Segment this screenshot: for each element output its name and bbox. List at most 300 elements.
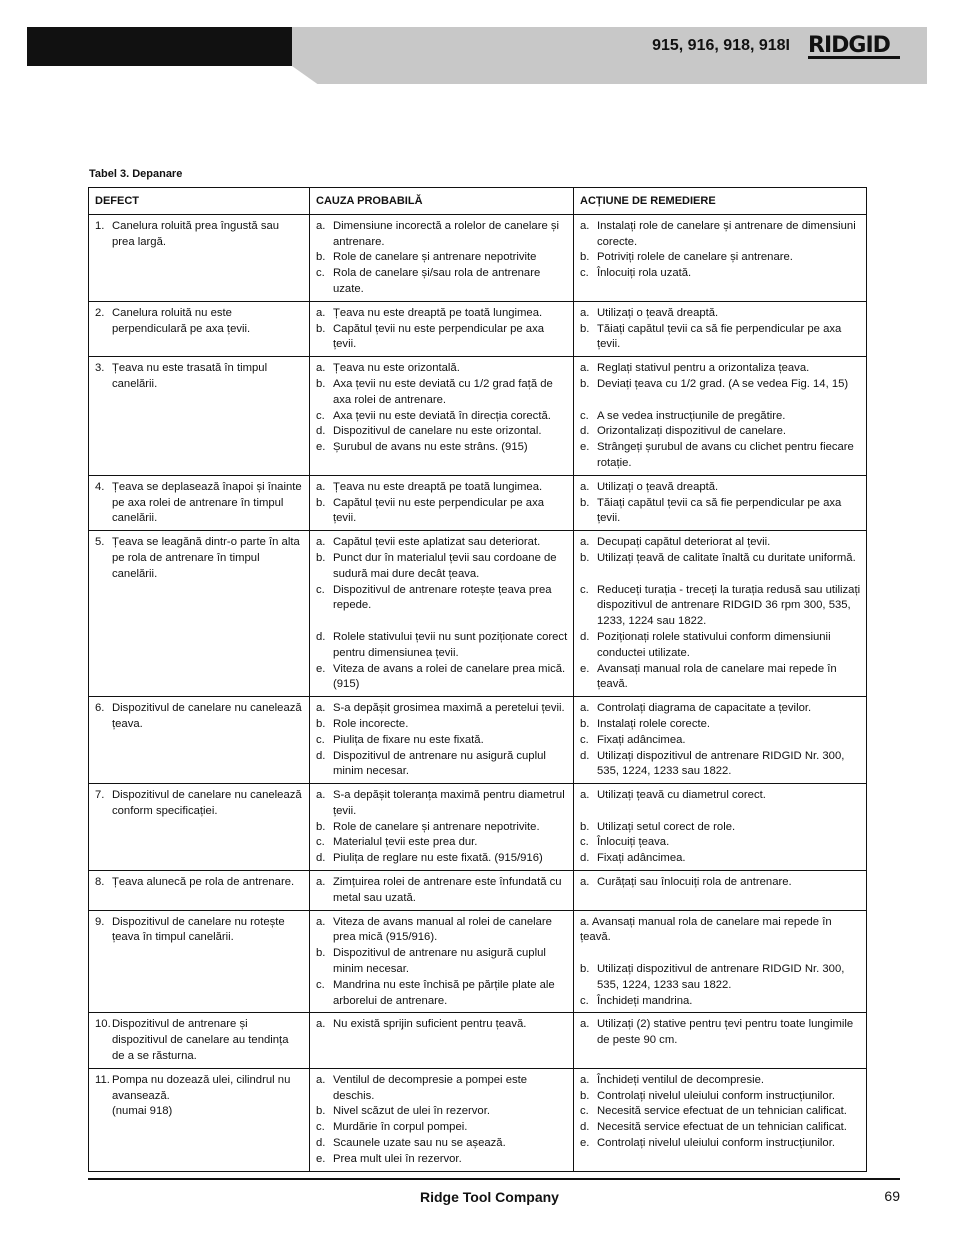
item-letter: d. — [580, 852, 590, 865]
list-item — [580, 306, 861, 322]
table-row — [89, 697, 867, 784]
item-letter: b. — [316, 947, 326, 960]
list-item — [316, 1120, 568, 1136]
item-letter: d. — [316, 749, 326, 762]
item-text: Prea mult ulei în rezervor. — [333, 1152, 462, 1165]
cause-cell — [310, 784, 574, 871]
item-letter: c. — [316, 978, 325, 991]
item-letter: a. — [316, 480, 326, 493]
item-text: Dispozitivul de antrenare rotește țeava prea repede. — [333, 583, 552, 612]
defect-item — [95, 535, 304, 582]
list-item — [580, 250, 861, 266]
item-text: Utilizați dispozitivul de antrenare RIDGID Nr. 300, 535, 1224, 1233 sau 1822. — [597, 963, 845, 991]
action-cell — [574, 475, 867, 530]
item-text: Reglați stativul pentru a orizontaliza țeava. — [597, 362, 810, 375]
action-cell — [574, 784, 867, 871]
defect-text — [112, 701, 304, 733]
defect-text — [112, 875, 304, 891]
item-letter: e. — [316, 1152, 326, 1165]
item-text: Utilizați țeavă cu diametrul corect. — [597, 789, 766, 802]
defect-text — [112, 788, 304, 820]
item-text: Țeava nu este dreaptă pe toată lungimea. — [333, 480, 543, 493]
item-text: Strângeți șurubul de avans cu clichet pentru fiecare rotație. — [597, 441, 854, 469]
item-letter: b. — [580, 551, 590, 564]
list-item — [316, 788, 568, 820]
item-letter: a. — [316, 362, 326, 375]
defect-item — [95, 875, 304, 891]
list-item — [316, 1073, 568, 1105]
item-letter: a. — [580, 789, 590, 802]
item-letter: c. — [316, 1121, 325, 1134]
item-text: S-a depășit toleranța maximă pentru diametrul țevii. — [333, 789, 565, 817]
cause-cell — [310, 357, 574, 476]
item-text: Rolele stativului țevii nu sunt poziționate corect pentru dimensiunea țevii. — [333, 630, 568, 659]
defect-cell — [89, 871, 310, 911]
defect-text — [112, 361, 304, 393]
list-item — [580, 1120, 861, 1136]
list-item — [316, 250, 568, 266]
list-item — [580, 1073, 861, 1089]
defect-number: 5. — [95, 536, 105, 549]
header-black-bar — [27, 27, 292, 66]
list-item — [580, 717, 861, 733]
item-letter: a. — [580, 536, 590, 549]
list-item — [316, 662, 568, 694]
item-text: Capătul țevii nu este perpendicular pe axa țevii. — [333, 322, 545, 351]
list-item — [316, 733, 568, 749]
defect-description: Țeava se leagănă dintr-o parte în alta pe rola de antrenare în timpul canelării. — [112, 536, 300, 580]
item-letter: b. — [580, 496, 590, 509]
item-text: Deviați țeava cu 1/2 grad. (A se vedea Fig. 14, 15) — [597, 377, 849, 390]
defect-cell — [89, 214, 310, 301]
defect-description: Țeava se deplasează înapoi și înainte pe axa rolei de antrenare în timpul canelării. — [112, 480, 302, 525]
cause-cell — [310, 475, 574, 530]
item-letter: e. — [580, 1137, 590, 1150]
defect-number: 9. — [95, 915, 105, 928]
list-item — [316, 219, 568, 251]
item-letter: a. — [580, 362, 590, 375]
column-header-action: ACȚIUNE DE REMEDIERE — [574, 188, 867, 215]
list-item — [316, 583, 568, 615]
defect-cell — [89, 1068, 310, 1171]
item-text: Materialul țevii este prea dur. — [333, 836, 478, 849]
item-letter: d. — [580, 749, 590, 762]
item-letter: e. — [316, 441, 326, 454]
item-text: Nu există sprijin suficient pentru țeavă. — [333, 1018, 527, 1031]
item-text: Ventilul de decompresie a pompei este deschis. — [333, 1073, 528, 1102]
defect-number: 1. — [95, 219, 105, 232]
item-letter: a. — [580, 1073, 590, 1086]
list-item — [316, 1152, 568, 1168]
defect-description: Canelura roluită prea îngustă sau prea largă. — [112, 219, 280, 248]
table-row — [89, 214, 867, 301]
list-item — [316, 266, 568, 298]
list-item — [316, 915, 568, 947]
item-letter: c. — [580, 583, 589, 596]
list-item — [316, 361, 568, 377]
list-item — [316, 946, 568, 978]
defect-item — [95, 1017, 304, 1064]
defect-description: Canelura roluită nu este perpendiculară pe axa țevii. — [112, 306, 251, 335]
item-text: A se vedea instrucțiunile de pregătire. — [597, 409, 786, 422]
defect-description: Țeava nu este trasată în timpul canelării. — [112, 362, 268, 390]
defect-item — [95, 306, 304, 338]
item-text: Tăiați capătul țevii ca să fie perpendicular pe axa țevii. — [597, 496, 842, 525]
defect-text — [112, 219, 304, 251]
defect-number: 6. — [95, 702, 105, 715]
footer-rule — [88, 1178, 900, 1180]
item-letter: a. — [580, 480, 590, 493]
defect-number: 2. — [95, 306, 105, 319]
defect-description: Dispozitivul de canelare nu rotește țeava în timpul canelării. — [112, 915, 285, 944]
cause-cell — [310, 531, 574, 697]
list-item — [316, 1136, 568, 1152]
item-letter: d. — [316, 852, 326, 865]
item-text: Țeava nu este orizontală. — [333, 362, 460, 375]
item-letter: a. — [316, 1073, 326, 1086]
item-letter: c. — [580, 836, 589, 849]
item-text: Murdărie în corpul pompei. — [333, 1121, 468, 1134]
item-text: Utilizați (2) stative pentru țevi pentru toate lungimile de peste 90 cm. — [597, 1018, 854, 1047]
item-letter: b. — [316, 377, 326, 390]
defect-cell — [89, 784, 310, 871]
cause-cell — [310, 871, 574, 911]
item-text: Controlați nivelul uleiului conform instrucțiunilor. — [597, 1089, 835, 1102]
item-text: Închideți mandrina. — [597, 994, 693, 1007]
list-item — [316, 701, 568, 717]
item-letter: b. — [580, 820, 590, 833]
item-text: Utilizați o țeavă dreaptă. — [597, 480, 719, 493]
list-item — [580, 480, 861, 496]
table-row — [89, 1068, 867, 1171]
list-item — [316, 322, 568, 354]
item-letter: b. — [316, 820, 326, 833]
item-letter: b. — [316, 251, 326, 264]
item-letter: a. — [316, 702, 326, 715]
item-letter: d. — [316, 630, 326, 643]
list-item — [316, 496, 568, 528]
list-item — [580, 701, 861, 717]
item-text: Orizontalizați dispozitivul de canelare. — [597, 425, 787, 438]
item-text: Instalați rolele corecte. — [597, 717, 711, 730]
item-text: Necesită service efectuat de un tehnician calificat. — [597, 1105, 847, 1118]
defect-text — [112, 1073, 304, 1120]
defect-description: Dispozitivul de canelare nu canelează țeava. — [112, 702, 302, 730]
list-item — [316, 835, 568, 851]
model-numbers: 915, 916, 918, 918I — [652, 37, 790, 54]
ridgid-logo: RIDGID — [808, 33, 900, 59]
item-letter: e. — [580, 441, 590, 454]
item-text: Fixați adâncimea. — [597, 733, 686, 746]
table-row — [89, 910, 867, 1013]
list-item — [316, 978, 568, 1010]
table-row — [89, 531, 867, 697]
item-text: Piulița de fixare nu este fixată. — [333, 733, 484, 746]
item-letter: b. — [316, 551, 326, 564]
item-letter: a. — [580, 702, 590, 715]
list-item — [580, 962, 861, 994]
item-letter: c. — [316, 733, 325, 746]
defect-number: 10. — [95, 1018, 111, 1031]
defect-number: 8. — [95, 876, 105, 889]
spacer — [580, 804, 861, 820]
list-item — [580, 496, 861, 528]
defect-item — [95, 219, 304, 251]
item-letter: a. — [316, 789, 326, 802]
item-letter: d. — [580, 425, 590, 438]
defect-number: 4. — [95, 480, 105, 493]
item-text: Țeava nu este dreaptă pe toată lungimea. — [333, 306, 543, 319]
cause-cell — [310, 1013, 574, 1068]
action-cell — [574, 301, 867, 356]
item-text: Viteza de avans manual al rolei de canelare prea mică (915/916). — [333, 915, 552, 944]
table-row — [89, 357, 867, 476]
item-letter: a. — [316, 536, 326, 549]
item-letter: e. — [580, 662, 590, 675]
item-letter: b. — [580, 963, 590, 976]
list-item — [580, 662, 861, 694]
defect-item — [95, 701, 304, 733]
defect-number: 11. — [95, 1073, 110, 1086]
item-text: Controlați nivelul uleiului conform instrucțiunilor. — [597, 1137, 835, 1150]
action-cell — [574, 910, 867, 1013]
defect-text — [112, 535, 304, 582]
defect-cell — [89, 531, 310, 697]
defect-description: Pompa nu dozează ulei, cilindrul nu avansează. — [112, 1073, 291, 1102]
defect-description: Țeava alunecă pe rola de antrenare. — [112, 876, 295, 889]
defect-cell — [89, 910, 310, 1013]
defect-item — [95, 361, 304, 393]
action-cell — [574, 357, 867, 476]
item-text: a. Avansați manual rola de canelare mai repede în țeavă. — [580, 915, 832, 944]
item-letter: e. — [316, 662, 326, 675]
item-text: S-a depășit grosimea maximă a peretelui țevii. — [333, 702, 565, 715]
item-text: Utilizați țeavă de calitate înaltă cu duritate uniformă. — [597, 551, 856, 564]
defect-text — [112, 480, 304, 527]
item-letter: c. — [316, 267, 325, 280]
list-item — [580, 535, 861, 551]
column-header-defect: DEFECT — [89, 188, 310, 215]
list-item — [580, 1136, 861, 1152]
item-text: Fixați adâncimea. — [597, 852, 686, 865]
item-letter: a. — [580, 306, 590, 319]
item-letter: b. — [316, 717, 326, 730]
item-text: Dispozitivul de canelare nu este orizontal. — [333, 425, 542, 438]
item-text: Înlocuiți țeava. — [597, 836, 670, 849]
action-cell — [574, 214, 867, 301]
list-item — [580, 820, 861, 836]
defect-item — [95, 915, 304, 947]
item-text: Înlocuiți rola uzată. — [597, 267, 692, 280]
action-cell — [574, 531, 867, 697]
item-text: Instalați role de canelare și antrenare de dimensiuni corecte. — [597, 219, 856, 248]
list-item — [580, 322, 861, 354]
list-item — [580, 1089, 861, 1105]
item-text: Piulița de reglare nu este fixată. (915/916) — [333, 852, 543, 865]
item-text: Tăiați capătul țevii ca să fie perpendicular pe axa țevii. — [597, 322, 842, 351]
item-letter: c. — [316, 583, 325, 596]
cause-cell — [310, 1068, 574, 1171]
item-letter: c. — [580, 267, 589, 280]
cause-cell — [310, 910, 574, 1013]
list-item — [580, 1104, 861, 1120]
page-number: 69 — [884, 1188, 900, 1204]
column-header-cause: CAUZA PROBABILĂ — [310, 188, 574, 215]
item-text: Controlați diagrama de capacitate a țevilor. — [597, 702, 812, 715]
defect-text — [112, 915, 304, 947]
list-item — [580, 994, 861, 1010]
defect-item — [95, 480, 304, 527]
table-row — [89, 784, 867, 871]
item-letter: a. — [580, 876, 590, 889]
list-item — [580, 875, 861, 891]
list-item — [316, 440, 568, 456]
item-letter: c. — [580, 1105, 589, 1118]
defect-cell — [89, 301, 310, 356]
item-letter: b. — [580, 377, 590, 390]
list-item — [580, 749, 861, 781]
table-row — [89, 475, 867, 530]
item-text: Mandrina nu este închisă pe părțile plate ale arborelui de antrenare. — [333, 978, 555, 1007]
cause-cell — [310, 301, 574, 356]
action-cell — [574, 697, 867, 784]
action-cell — [574, 1013, 867, 1068]
item-text: Dimensiune incorectă a rolelor de canelare și antrenare. — [333, 219, 560, 248]
list-item — [580, 440, 861, 472]
troubleshooting-table — [88, 187, 867, 1172]
item-letter: c. — [580, 409, 589, 422]
list-item — [316, 535, 568, 551]
item-letter: b. — [580, 1089, 590, 1102]
list-item — [316, 306, 568, 322]
cause-cell — [310, 214, 574, 301]
item-text: Zimțuirea rolei de antrenare este înfundată cu metal sau uzată. — [333, 876, 562, 904]
defect-note: (numai 918) — [112, 1105, 173, 1118]
table-header-row — [89, 188, 867, 215]
list-item — [316, 749, 568, 781]
item-text: Role de canelare și antrenare nepotrivite. — [333, 820, 540, 833]
table-row — [89, 871, 867, 911]
item-text: Axa țevii nu este deviată cu 1/2 grad față de axa rolei de antrenare. — [333, 377, 553, 406]
item-letter: d. — [316, 1137, 326, 1150]
defect-cell — [89, 697, 310, 784]
list-item — [316, 480, 568, 496]
item-text: Utilizați setul corect de role. — [597, 820, 736, 833]
list-item — [580, 835, 861, 851]
list-item — [316, 551, 568, 583]
item-letter: c. — [316, 409, 325, 422]
header-stripe — [292, 66, 927, 84]
table-row — [89, 301, 867, 356]
item-text: Viteza de avans a rolei de canelare prea mică. (915) — [333, 662, 566, 691]
item-letter: b. — [580, 717, 590, 730]
item-text: Capătul țevii nu este perpendicular pe axa țevii. — [333, 496, 545, 525]
defect-description: Dispozitivul de antrenare și dispozitivul de canelare au tendința de a se răsturna. — [112, 1018, 289, 1063]
footer-company: Ridge Tool Company — [420, 1189, 559, 1205]
list-item — [316, 717, 568, 733]
list-item — [580, 361, 861, 377]
list-item — [316, 424, 568, 440]
list-item — [316, 1104, 568, 1120]
defect-cell — [89, 357, 310, 476]
item-text: Axa țevii nu este deviată în direcția corectă. — [333, 409, 551, 422]
defect-cell — [89, 1013, 310, 1068]
item-letter: c. — [580, 994, 589, 1007]
item-text: Curățați sau înlocuiți rola de antrenare. — [597, 876, 792, 889]
list-item — [580, 377, 861, 393]
defect-cell — [89, 475, 310, 530]
spacer — [580, 946, 861, 962]
list-item — [580, 583, 861, 630]
spacer — [580, 393, 861, 409]
table-caption: Tabel 3. Depanare — [89, 168, 183, 180]
item-letter: c. — [316, 836, 325, 849]
defect-number: 7. — [95, 789, 105, 802]
item-text: Închideți ventilul de decompresie. — [597, 1073, 765, 1086]
item-letter: a. — [316, 1018, 326, 1031]
list-item — [316, 377, 568, 409]
item-text: Potriviți rolele de canelare și antrenare. — [597, 251, 793, 264]
item-text: Role incorecte. — [333, 717, 409, 730]
defect-number: 3. — [95, 362, 105, 375]
item-text: Utilizați o țeavă dreaptă. — [597, 306, 719, 319]
item-text: Poziționați rolele stativului conform dimensiunii conductei utilizate. — [597, 630, 831, 659]
cause-cell — [310, 697, 574, 784]
item-letter: d. — [580, 1121, 590, 1134]
list-item — [580, 409, 861, 425]
table-body — [89, 214, 867, 1171]
list-item — [580, 851, 861, 867]
item-text: Capătul țevii este aplatizat sau deteriorat. — [333, 536, 541, 549]
item-text: Necesită service efectuat de un tehnician calificat. — [597, 1121, 847, 1134]
item-letter: a. — [316, 876, 326, 889]
spacer — [580, 567, 861, 583]
item-text: Reduceți turația - treceți la turația redusă sau utilizați dispozitivul de antrenare RIDGID 36 rpm 300, 535, 1233, 1224 sau 1822. — [597, 583, 861, 628]
item-text: Decupați capătul deteriorat al țevii. — [597, 536, 771, 549]
list-item — [580, 630, 861, 662]
item-text: Punct dur în materialul țevii sau cordoane de sudură mai dure decât țeava. — [333, 551, 557, 580]
list-item — [316, 409, 568, 425]
list-item — [316, 875, 568, 907]
item-letter: b. — [580, 322, 590, 335]
item-letter: a. — [316, 306, 326, 319]
item-text: Rola de canelare și/sau rola de antrenare uzate. — [333, 267, 541, 295]
item-letter: b. — [316, 496, 326, 509]
item-letter: c. — [580, 733, 589, 746]
list-item — [316, 1017, 568, 1033]
list-item — [580, 551, 861, 567]
item-text: Dispozitivul de antrenare nu asigură cuplul minim necesar. — [333, 947, 546, 976]
defect-item — [95, 1073, 304, 1120]
action-cell — [574, 1068, 867, 1171]
item-letter: b. — [316, 1105, 326, 1118]
list-item — [580, 915, 861, 947]
item-text: Role de canelare și antrenare nepotrivite — [333, 251, 537, 264]
list-item — [580, 219, 861, 251]
item-text: Scaunele uzate sau nu se așează. — [333, 1137, 506, 1150]
list-item — [580, 424, 861, 440]
item-letter: b. — [316, 322, 326, 335]
defect-text — [112, 1017, 304, 1064]
list-item — [580, 733, 861, 749]
defect-item — [95, 788, 304, 820]
list-item — [316, 630, 568, 662]
list-item — [580, 1017, 861, 1049]
item-text: Utilizați dispozitivul de antrenare RIDGID Nr. 300, 535, 1224, 1233 sau 1822. — [597, 749, 845, 778]
item-letter: a. — [580, 1018, 590, 1031]
item-text: Șurubul de avans nu este strâns. (915) — [333, 441, 528, 454]
spacer — [316, 614, 568, 630]
